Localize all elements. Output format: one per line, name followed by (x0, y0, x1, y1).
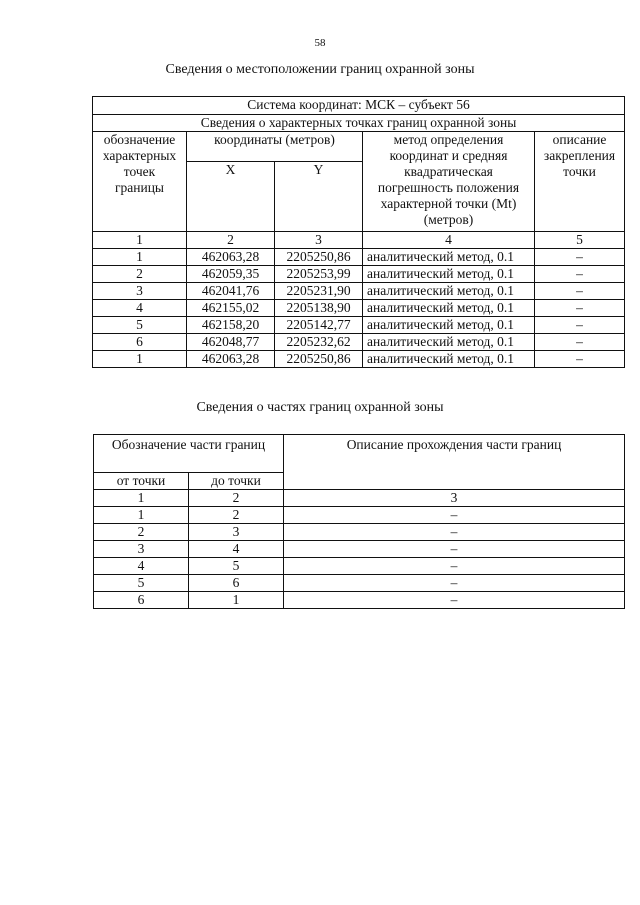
table-row (93, 317, 625, 334)
description-value: – (535, 300, 625, 317)
table-row (93, 334, 625, 351)
col-number: 4 (363, 232, 535, 249)
to-point: 3 (189, 524, 284, 541)
col-number: 2 (189, 490, 284, 507)
coord-x: 462063,28 (187, 249, 275, 266)
point-number: 1 (93, 351, 187, 368)
to-point: 6 (189, 575, 284, 592)
col-method-header (363, 132, 535, 232)
coord-y: 2205232,62 (275, 334, 363, 351)
table-row (93, 300, 625, 317)
description-value: – (535, 249, 625, 266)
points-header: Сведения о характерных точках границ охранной зоны (93, 115, 625, 132)
coord-y: 2205138,90 (275, 300, 363, 317)
coord-y: 2205250,86 (275, 249, 363, 266)
heading-location: Сведения о местоположении границ охранной зоны (165, 62, 475, 77)
col-to-header: до точки (189, 473, 284, 490)
col-designation-line: обозначение (103, 132, 176, 147)
col-number: 1 (93, 232, 187, 249)
col-number: 3 (284, 490, 625, 507)
coord-x: 462158,20 (187, 317, 275, 334)
col-x-header: X (187, 162, 275, 232)
to-point: 5 (189, 558, 284, 575)
method-value: аналитический метод, 0.1 (363, 249, 535, 266)
boundary-parts-table (93, 434, 625, 609)
coord-y: 2205250,86 (275, 351, 363, 368)
col-method-line: погрешность положения (377, 180, 520, 195)
col-number: 2 (187, 232, 275, 249)
coord-x: 462059,35 (187, 266, 275, 283)
method-value: аналитический метод, 0.1 (363, 334, 535, 351)
coordinates-table (92, 96, 625, 368)
part-description: – (284, 541, 625, 558)
table-row (94, 507, 625, 524)
col-number: 5 (535, 232, 625, 249)
col-description-header: Описание прохождения части границ (284, 435, 625, 490)
description-value: – (535, 317, 625, 334)
part-description: – (284, 592, 625, 609)
col-description-line: точки (563, 164, 596, 179)
col-coordinates-header: координаты (метров) (187, 132, 363, 162)
point-number: 4 (93, 300, 187, 317)
table-row (93, 283, 625, 300)
coord-x: 462063,28 (187, 351, 275, 368)
col-description-line: описание (552, 132, 607, 147)
coordinate-system-header: Система координат: МСК – субъект 56 (93, 97, 625, 115)
point-number: 2 (93, 266, 187, 283)
col-method-line: метод определения (393, 132, 504, 147)
to-point: 2 (189, 507, 284, 524)
col-designation-line: точек (123, 164, 156, 179)
from-point: 2 (94, 524, 189, 541)
table-row (94, 558, 625, 575)
col-y-header: Y (275, 162, 363, 232)
method-value: аналитический метод, 0.1 (363, 317, 535, 334)
col-designation-line: характерных (102, 148, 177, 163)
coord-y: 2205231,90 (275, 283, 363, 300)
table-row (94, 541, 625, 558)
point-number: 5 (93, 317, 187, 334)
point-number: 6 (93, 334, 187, 351)
col-method-line: квадратическая (404, 164, 493, 179)
table-row (93, 249, 625, 266)
coord-y: 2205142,77 (275, 317, 363, 334)
to-point: 4 (189, 541, 284, 558)
heading-parts: Сведения о частях границ охранной зоны (196, 400, 444, 415)
part-description: – (284, 524, 625, 541)
point-number: 1 (93, 249, 187, 266)
part-description: – (284, 558, 625, 575)
description-value: – (535, 266, 625, 283)
description-value: – (535, 351, 625, 368)
part-description: – (284, 575, 625, 592)
method-value: аналитический метод, 0.1 (363, 283, 535, 300)
col-designation-header (93, 132, 187, 232)
col-method-line: (метров) (423, 212, 474, 227)
from-point: 5 (94, 575, 189, 592)
coord-y: 2205253,99 (275, 266, 363, 283)
method-value: аналитический метод, 0.1 (363, 351, 535, 368)
method-value: аналитический метод, 0.1 (363, 300, 535, 317)
col-number: 3 (275, 232, 363, 249)
coord-x: 462041,76 (187, 283, 275, 300)
col-designation-line: границы (114, 180, 165, 195)
part-description: – (284, 507, 625, 524)
col-from-header: от точки (94, 473, 189, 490)
coord-x: 462155,02 (187, 300, 275, 317)
col-method-line: характерной точки (Mt) (380, 196, 517, 211)
col-description-line: закрепления (543, 148, 616, 163)
description-value: – (535, 334, 625, 351)
col-designation-header: Обозначение части границ (94, 435, 284, 473)
page-number: 58 (314, 37, 326, 49)
col-method-line: координат и средняя (389, 148, 508, 163)
table-row (93, 266, 625, 283)
from-point: 4 (94, 558, 189, 575)
point-number: 3 (93, 283, 187, 300)
col-number: 1 (94, 490, 189, 507)
table-row (93, 351, 625, 368)
description-value: – (535, 283, 625, 300)
from-point: 3 (94, 541, 189, 558)
to-point: 1 (189, 592, 284, 609)
col-description-header (535, 132, 625, 232)
from-point: 6 (94, 592, 189, 609)
table-row (94, 592, 625, 609)
table-row (94, 575, 625, 592)
from-point: 1 (94, 507, 189, 524)
table-row (94, 524, 625, 541)
coord-x: 462048,77 (187, 334, 275, 351)
method-value: аналитический метод, 0.1 (363, 266, 535, 283)
